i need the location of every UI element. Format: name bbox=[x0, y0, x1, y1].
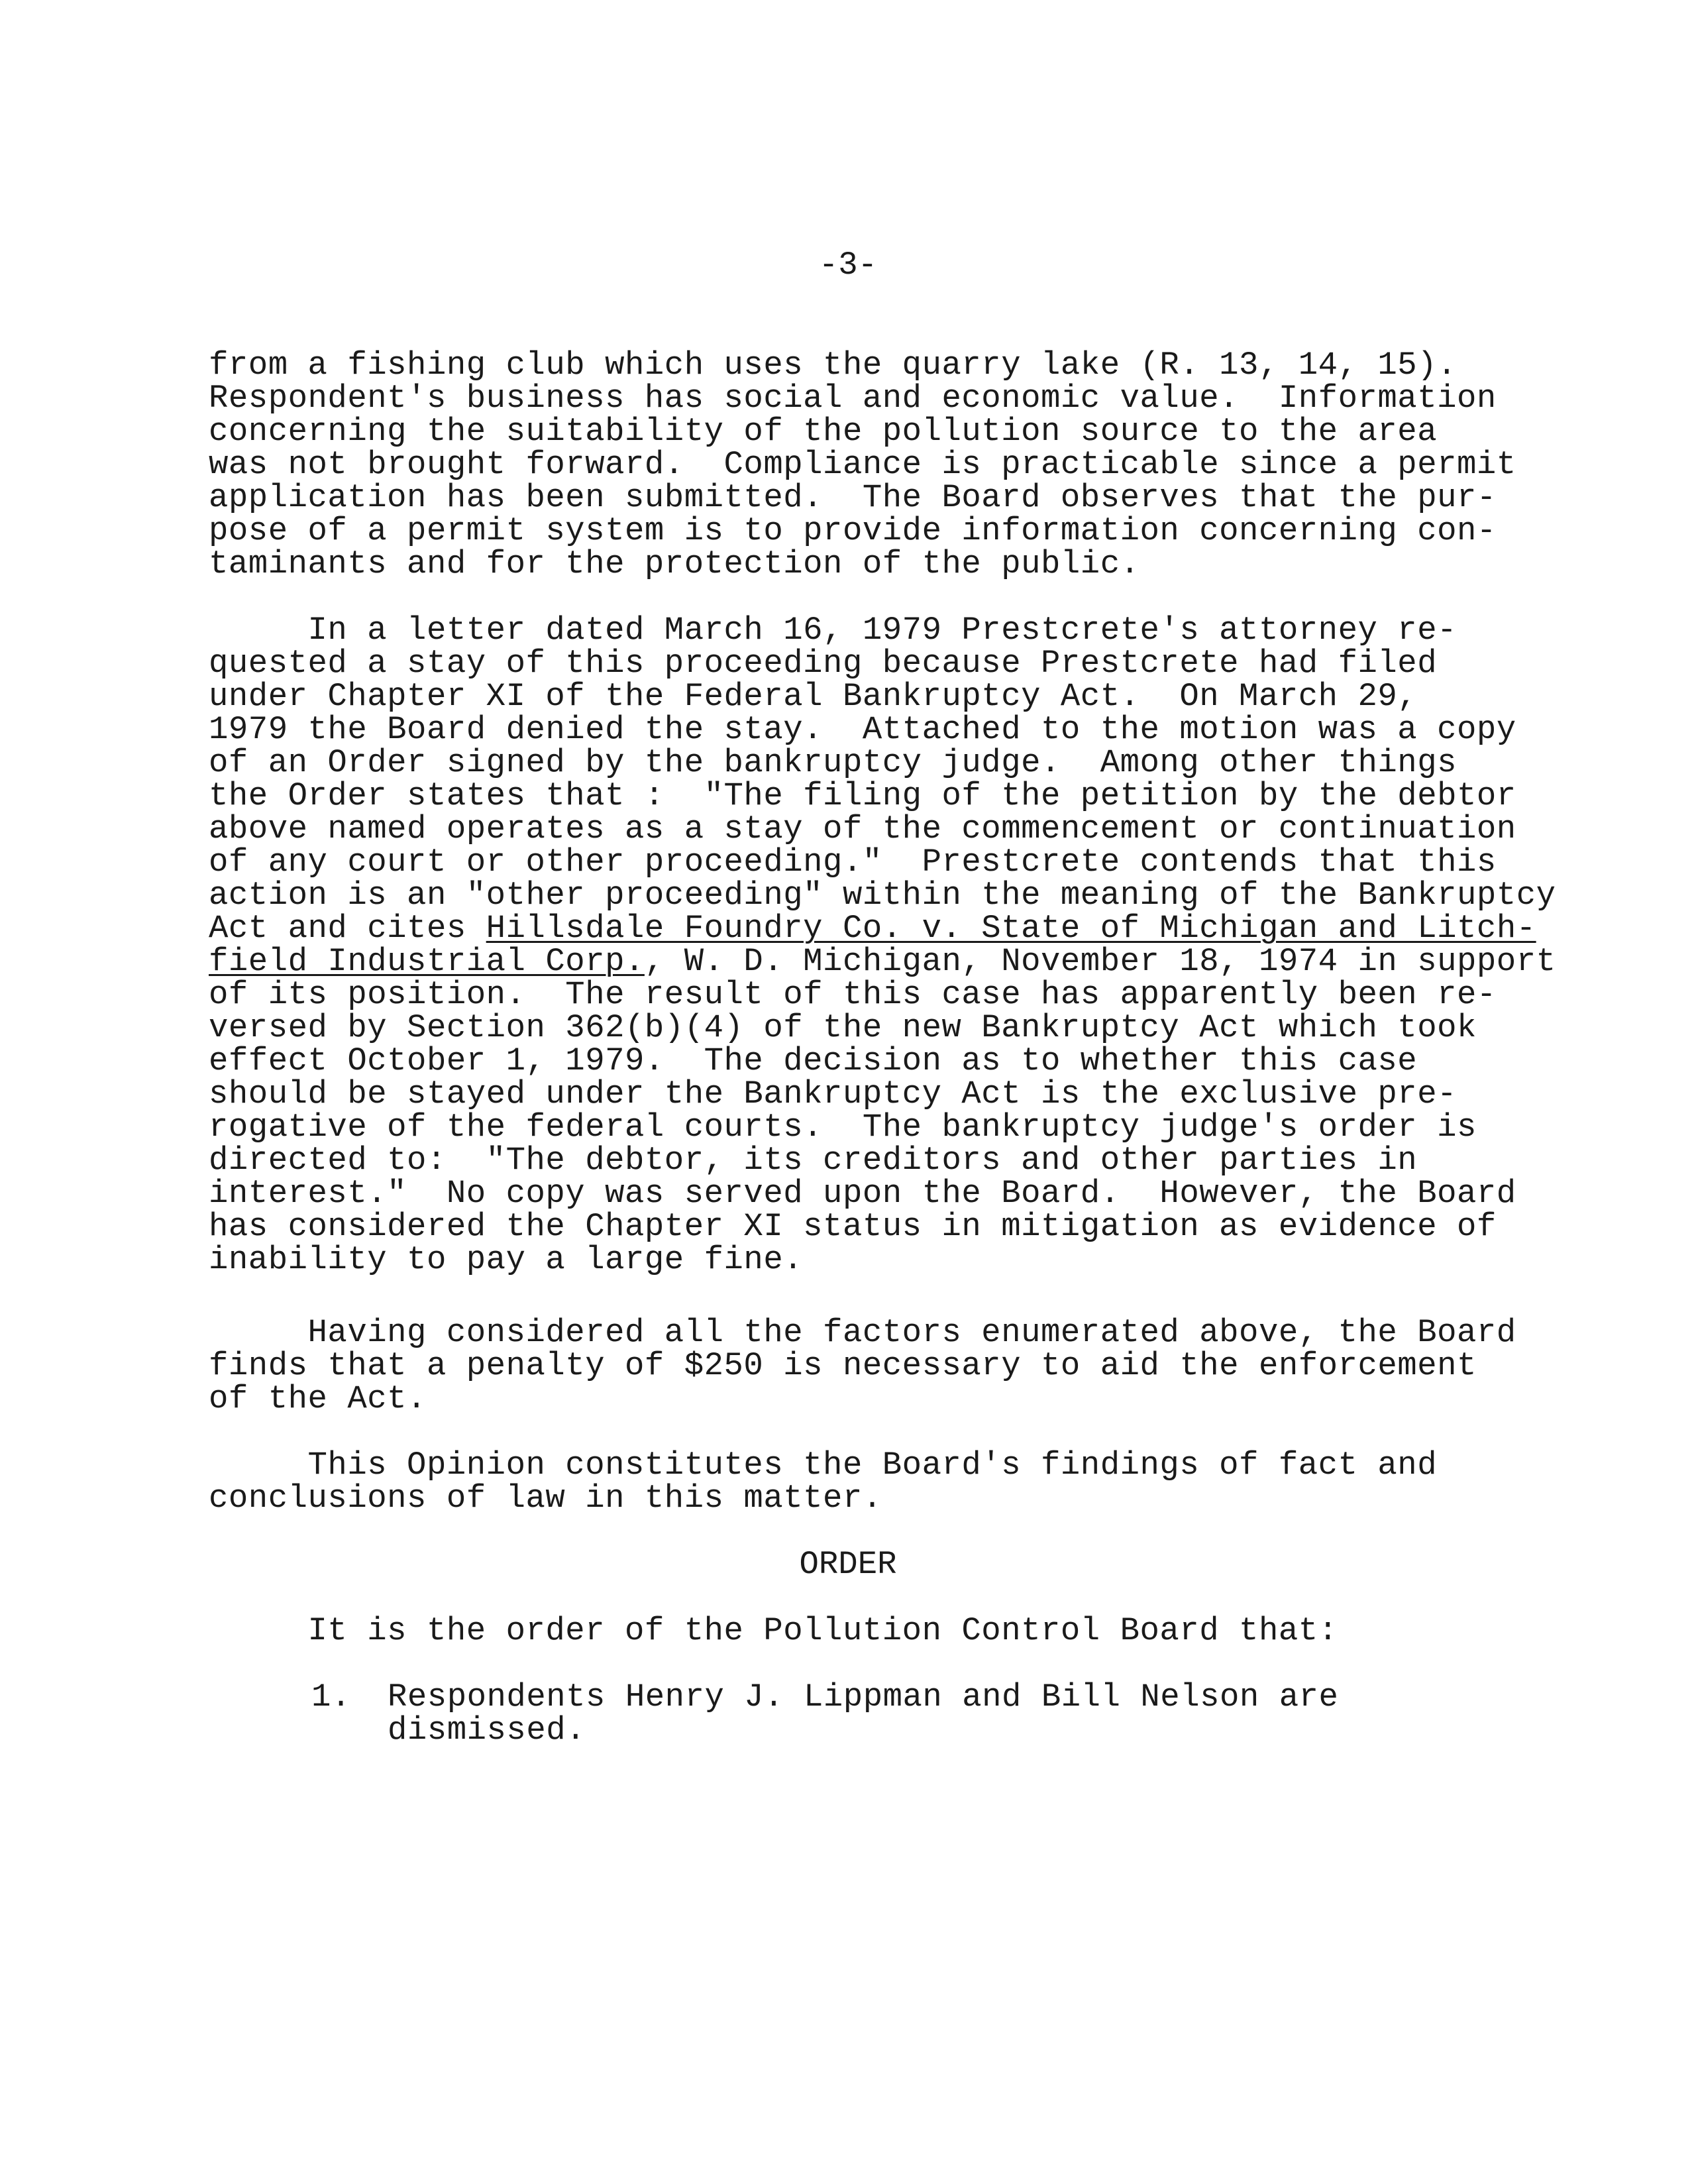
paragraph2-case-line bbox=[209, 944, 1556, 979]
paragraph2-line: action is an "other proceeding" within the meaning of the Bankruptcy bbox=[209, 877, 1556, 914]
paragraph3-line: finds that a penalty of $250 is necessary to aid the enforcement bbox=[209, 1347, 1477, 1384]
paragraph2-line: effect October 1, 1979. The decision as to whether this case bbox=[209, 1042, 1418, 1079]
paragraph1-line: pose of a permit system is to provide information concerning con- bbox=[209, 512, 1497, 549]
order-item-number: 1. bbox=[311, 1678, 351, 1716]
order-item-line: Respondents Henry J. Lippman and Bill Nelson are bbox=[388, 1678, 1339, 1716]
paragraph2-line: the Order states that : "The filing of the petition by the debtor bbox=[209, 777, 1516, 814]
paragraph2-line: rogative of the federal courts. The bankruptcy judge's order is bbox=[209, 1109, 1477, 1146]
paragraph1-line: was not brought forward. Compliance is practicable since a permit bbox=[209, 446, 1516, 483]
case-citation-underlined: field Industrial Corp. bbox=[209, 943, 645, 980]
paragraph2-line: under Chapter XI of the Federal Bankruptcy Act. On March 29, bbox=[209, 678, 1418, 715]
order-heading: ORDER bbox=[799, 1546, 897, 1583]
paragraph4-line: conclusions of law in this matter. bbox=[209, 1480, 882, 1517]
paragraph1-line: from a fishing club which uses the quarry lake (R. 13, 14, 15). bbox=[209, 347, 1458, 384]
paragraph2-line: inability to pay a large fine. bbox=[209, 1241, 804, 1278]
paragraph3-line: of the Act. bbox=[209, 1380, 427, 1417]
case-citation-underlined: Hillsdale Foundry Co. v. State of Michigan and Litch- bbox=[486, 910, 1536, 947]
paragraph2-line: 1979 the Board denied the stay. Attached to the motion was a copy bbox=[209, 711, 1516, 748]
paragraph2-line: of an Order signed by the bankruptcy judge. Among other things bbox=[209, 744, 1458, 781]
paragraph2-line: In a letter dated March 16, 1979 Prestcrete's attorney re- bbox=[209, 612, 1458, 649]
paragraph2-line: interest." No copy was served upon the Board. However, the Board bbox=[209, 1175, 1516, 1212]
order-item-line: dismissed. bbox=[388, 1712, 586, 1749]
paragraph2-line: of its position. The result of this case has apparently been re- bbox=[209, 976, 1497, 1013]
paragraph2-line: directed to: "The debtor, its creditors and other parties in bbox=[209, 1142, 1418, 1179]
paragraph2-line: should be stayed under the Bankruptcy Act is the exclusive pre- bbox=[209, 1075, 1458, 1113]
case-intro-text: Act and cites bbox=[209, 910, 486, 947]
paragraph1-line: taminants and for the protection of the public. bbox=[209, 545, 1140, 582]
paragraph1-line: Respondent's business has social and economic value. Information bbox=[209, 380, 1497, 417]
paragraph1-line: concerning the suitability of the pollution source to the area bbox=[209, 413, 1438, 450]
order-intro: It is the order of the Pollution Control Board that: bbox=[209, 1612, 1338, 1649]
paragraph2-line: has considered the Chapter XI status in mitigation as evidence of bbox=[209, 1208, 1497, 1245]
paragraph2-line: above named operates as a stay of the commencement or continuation bbox=[209, 810, 1516, 847]
paragraph1-line: application has been submitted. The Board observes that the pur- bbox=[209, 479, 1497, 516]
page-number: -3- bbox=[818, 246, 878, 284]
paragraph2-line: of any court or other proceeding." Prestcrete contends that this bbox=[209, 844, 1497, 881]
case-citation-suffix: , W. D. Michigan, November 18, 1974 in support bbox=[644, 943, 1556, 980]
paragraph2-line: quested a stay of this proceeding because Prestcrete had filed bbox=[209, 645, 1438, 682]
paragraph2-line: versed by Section 362(b)(4) of the new Bankruptcy Act which took bbox=[209, 1009, 1477, 1046]
paragraph3-line: Having considered all the factors enumerated above, the Board bbox=[209, 1314, 1516, 1351]
paragraph4-line: This Opinion constitutes the Board's findings of fact and bbox=[209, 1447, 1438, 1484]
paragraph2-case-line bbox=[209, 911, 1536, 946]
